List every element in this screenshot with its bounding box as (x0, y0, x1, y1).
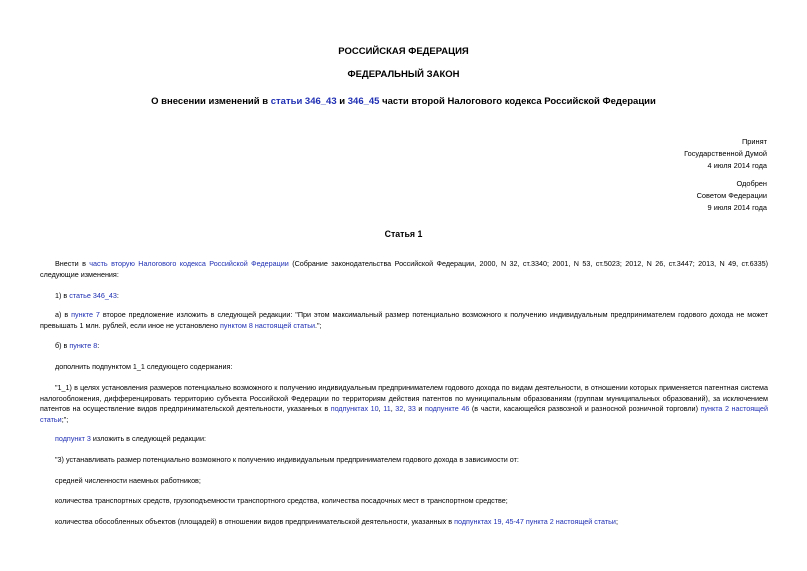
paragraph-item-1 (40, 291, 768, 302)
adoption-block (684, 136, 767, 172)
link-subclause-46[interactable]: подпункте 46 (424, 404, 470, 413)
paragraph-intro (40, 259, 768, 280)
country-heading: РОССИЙСКАЯ ФЕДЕРАЦИЯ (338, 46, 469, 57)
link-clause-2-this-article[interactable]: пункта 2 настоящей статьи (40, 404, 769, 424)
paragraph-employees: средней численности наемных работников; (55, 476, 201, 485)
p3-mid: второе предложение изложить в следующей редакции: "При этом максимальный размер потенциально возможного к получению индивидуальным предпринимателем годового дохода не может превышать 1 млн. рублей, если иное не установлено (40, 310, 768, 330)
p1-post: (Собрание законодательства Российской Федерации, 2000, N 32, ст.3340; 2001, N 53, ст.5023; 2012, N 26, ст.3447; 2013, N 49, ст.6335) следующие изменения: (40, 259, 768, 279)
link-subclauses-19-45-47[interactable]: подпунктах 19, 45-47 пункта 2 настоящей статьи (454, 517, 616, 526)
adoption-line-1: Принят (741, 137, 767, 146)
paragraph-separate-objects (40, 517, 768, 528)
adoption-date: 4 июля 2014 года (707, 161, 767, 170)
link-article-346-45[interactable]: 346_45 (347, 96, 380, 107)
adoption-line-2: Государственной Думой (684, 149, 767, 158)
p3-pre: а) в (55, 310, 72, 319)
approval-line-1: Одобрен (736, 179, 767, 188)
p11-post: ; (615, 517, 618, 526)
p6-and: и (415, 404, 425, 413)
p11-pre: количества обособленных объектов (площадей) в отношении видов предпринимательской деятельности, указанных в (55, 517, 455, 526)
p4-pre: б) в (55, 341, 70, 350)
law-title-prefix: О внесении изменений в (151, 96, 271, 107)
link-subclause-32[interactable]: 32 (395, 404, 404, 413)
law-title-suffix: части второй Налогового кодекса Российской Федерации (379, 96, 656, 107)
link-subclause-33[interactable]: 33 (407, 404, 416, 413)
doc-type-heading: ФЕДЕРАЛЬНЫЙ ЗАКОН (347, 69, 460, 80)
article-title: Статья 1 (384, 229, 423, 239)
link-clause-8[interactable]: пункте 8 (69, 341, 98, 350)
p3-post: ."; (315, 320, 322, 330)
link-clause-8-this-article[interactable]: пунктом 8 настоящей статьи (220, 320, 316, 330)
p2-pre: 1) в (55, 291, 70, 300)
approval-block (697, 178, 767, 214)
link-article-346-43[interactable]: статьи 346_43 (270, 96, 337, 107)
link-article-346-43-body[interactable]: статье 346_43 (69, 291, 117, 300)
link-subclause-3[interactable]: подпункт 3 (55, 434, 91, 443)
link-tax-code-part-two[interactable]: часть вторую Налогового кодекса Российской Федерации (89, 259, 289, 268)
p7-post: изложить в следующей редакции: (90, 434, 206, 443)
link-subclause-10[interactable]: подпунктах 10 (330, 404, 379, 413)
paragraph-add-subclause: дополнить подпунктом 1_1 следующего содержания: (55, 362, 233, 371)
link-clause-7[interactable]: пункте 7 (71, 310, 100, 319)
paragraph-new-subclause-3: "3) устанавливать размер потенциально возможного к получению индивидуальным предпринимателем годового дохода в зависимости от: (55, 455, 519, 464)
approval-date: 9 июля 2014 года (707, 203, 767, 212)
paragraph-subclause-1-1: "1_1) в целях установления размеров потенциально возможного к получению индивидуальным предпринимателем годового дохода по видам деятельности, в отношении которых применяется патентная система налогообложения, дифференцировать территорию субъекта Российской Федерации по территориям действия патентов по муниципальным образованиям (группам муниципальных образований), за исключением патентов на осуществление видов предпринимательской деятельности, указанных в подпунктах 10, 11, 32, 33 и подпункте 46 (в части, касающейся развозной и разносной розничной торговли) пункта 2 настоящей статьи;"; (40, 383, 769, 424)
law-title-and: и (336, 96, 348, 107)
p1-pre: Внести в (55, 259, 90, 268)
paragraph-item-a (40, 310, 768, 331)
p2-post: : (116, 291, 119, 300)
paragraph-vehicles: количества транспортных средств, грузоподъемности транспортного средства, количества посадочных мест в транспортном средстве; (55, 496, 508, 505)
paragraph-subclause-3 (40, 434, 768, 445)
p6-mid: (в части, касающейся развозной и разносной розничной торговли) (469, 404, 701, 413)
p6-post: ;"; (61, 414, 69, 424)
paragraph-item-b (40, 341, 768, 352)
link-subclause-11[interactable]: 11 (383, 404, 391, 413)
p6-pre: "1_1) в целях установления размеров потенциально возможного к получению индивидуальным предпринимателем годового дохода по видам деятельности, в отношении которых применяется патентная система налогообложения, дифференцировать территорию субъекта Российской Федерации по территориям действия патентов по муниципальным образованиям (группам муниципальных образований), за исключением патентов на осуществление видов предпринимательской деятельности, указанных в (40, 383, 768, 413)
p4-post: : (97, 341, 100, 350)
law-title (0, 96, 807, 107)
approval-line-2: Советом Федерации (696, 191, 767, 200)
